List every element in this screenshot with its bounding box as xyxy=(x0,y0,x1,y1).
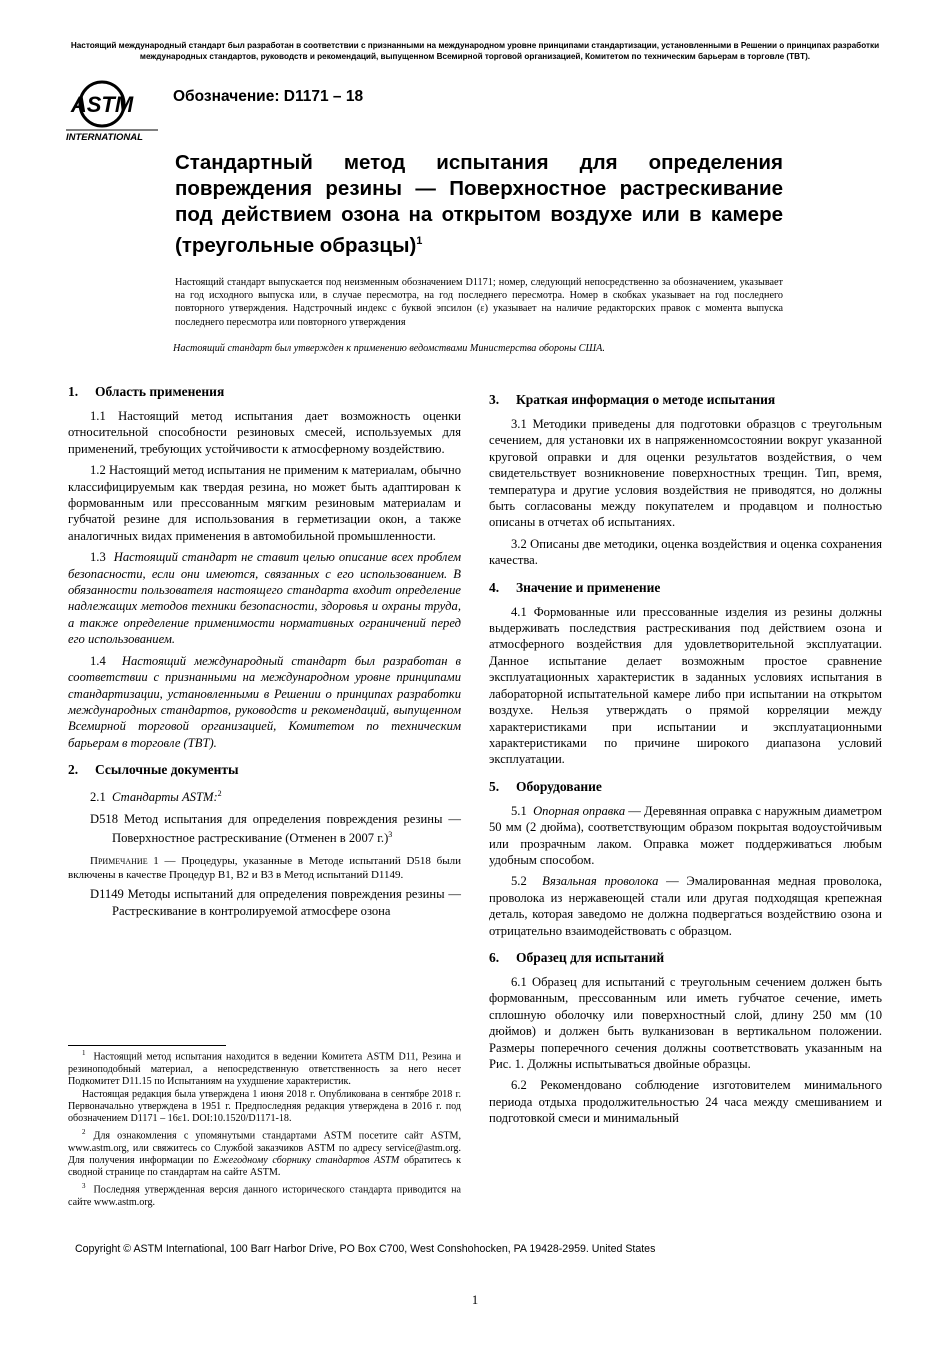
issue-note: Настоящий стандарт выпускается под неизменным обозначением D1171; номер, следующий непосредственно за обозначением, указывает на год исходного выпуска или, в случае пересмотра, на год последнего пересмотра. Номер в скобках указывает на год последнего повторного утверждения. Надстрочный индекс с буквой эпсилон (ε) указывает на наличие редакторских правок с момента выпуска последнего пересмотра или повторного утверждения xyxy=(175,277,783,328)
footnote-mark: 3 xyxy=(388,830,393,840)
logo-text: ASTM xyxy=(70,92,134,117)
paragraph-4-1: 4.1 Формованные или прессованные изделия из резины должны выдерживать последствия растрескивания под действием озона и атмосферного воздействия для удовлетворительной эксплуатации. Данное испытание делает возможным простое сравнение эксплуатационных характеристик в заданных условиях испытания в лабораторной испытательной камере либо при испытании на открытом воздухе. Нельзя утверждать о прямой корреляции между характеристиками при испытании и эксплуатационными характеристиками по причине широкого диапазона условий эксплуатации. xyxy=(489,604,882,767)
paragraph-number: 5.2 xyxy=(511,874,527,889)
paragraph-number: 1.3 xyxy=(90,550,106,565)
section-heading-2 xyxy=(68,761,461,778)
paragraph-1-1: 1.1 Настоящий метод испытания дает возможность оценки относительной способности резиновых смесей, используемых для применений, требующих устойчивости к атмосферному воздействию. xyxy=(68,409,461,456)
paragraph-number: 1.4 xyxy=(90,653,106,668)
left-column xyxy=(68,383,461,924)
paragraph-6-1: 6.1 Образец для испытаний с треугольным сечением должен быть формованным, прессованным или иметь губчатое сечение, иметь сплошную оболочку или поверхностный слой, длину 250 мм (10 дюймов) и должен быть вулканизован в вертикальном положении. Размеры поперечного сечения должны соответствовать указанным на Рис. 1. Должны испытываться двойные образцы. xyxy=(489,974,882,1071)
paragraph-text: Стандарты ASTM: xyxy=(112,790,218,805)
footnote-1 xyxy=(68,1047,461,1089)
logo-subtext: INTERNATIONAL xyxy=(66,132,143,142)
section-title: Ссылочные документы xyxy=(95,762,239,778)
footnote-mark: 1 xyxy=(82,1049,86,1057)
section-title: Значение и применение xyxy=(516,579,661,595)
footnote-1b: Настоящая редакция была утверждена 1 июня 2018 г. Опубликована в сентябре 2018 г. Первоначально утверждена в 1951 г. Предпоследняя редакция утверждена в 2016 г. под обозначением D1171 – 16ε1. DOI:10.1520/D1171-18. xyxy=(68,1088,461,1125)
paragraph-text: Настоящий международный стандарт был разработан в соответствии с признанными на международном уровне принципами стандартизации, установленными в Решении о принципах разработки международных стандартов, руководств и рекомендаций, выпущенном Всемирной торговой организацией, Комитетом по техническим барьерам в торговле (TBT). xyxy=(68,653,461,750)
paragraph-number: 2.1 xyxy=(90,790,106,805)
page-number: 1 xyxy=(471,1293,479,1307)
section-number: 2. xyxy=(68,762,79,778)
section-title: Оборудование xyxy=(516,778,602,794)
section-title: Область применения xyxy=(95,384,225,399)
section-number: 1. xyxy=(68,384,79,399)
section-title: Краткая информация о методе испытания xyxy=(516,392,776,407)
footnote-text: Последняя утвержденная версия данного исторического стандарта приводится на сайте www.astm.org. xyxy=(68,1184,461,1208)
term: Вязальная проволока xyxy=(542,874,659,889)
reference-d518 xyxy=(90,811,461,847)
paragraph-1-3 xyxy=(68,549,461,647)
paragraph-text: — Эмалированная медная проволока, проволока из нержавеющей стали или другая подходящая крепежная деталь, которая заведомо не должна подвергаться воздействию озона и отрицательно взаимодействовать с образцом. xyxy=(489,874,883,938)
footnote-mark: 2 xyxy=(217,789,222,799)
paragraph-5-2 xyxy=(489,873,882,939)
note-1 xyxy=(68,855,461,883)
reference-d1149: D1149 Методы испытаний для определения повреждения резины — Растрескивание в контролируемой атмосфере озона xyxy=(90,887,461,918)
term: Опорная оправка xyxy=(533,803,626,818)
paragraph-6-2: 6.2 Рекомендовано соблюдение изготовителем минимального периода отдыха продолжительностью 24 часа между смешиванием и подготовкой смеси и минимальный xyxy=(489,1078,882,1126)
paragraph-number: 5.1 xyxy=(511,803,527,818)
footnote-italic: Ежегодному сборнику стандартов ASTM xyxy=(213,1154,400,1166)
footnote-2 xyxy=(68,1126,461,1180)
note-text: — Процедуры, указанные в Методе испытаний D518 были включены в качестве Процедур B1, B2 и B3 в Метод испытаний D1149. xyxy=(68,854,462,881)
document-title xyxy=(175,150,783,259)
section-number: 3. xyxy=(489,392,500,407)
section-number: 4. xyxy=(489,579,500,595)
paragraph-3-1: 3.1 Методики приведены для подготовки образцов с треугольным сечением, для установки их в напряженномсостоянии вокруг указанной круговой оправки и для оценки результатов воздействия, о чем свидетельствует возникновение поверхностных трещин. Тип, время, температура и другие условия воздействия не приводятся, но должны быть согласованы между покупателем и продавцом и полностью описаны в отчетах об испытаниях. xyxy=(489,417,882,530)
approval-note: Настоящий стандарт был утвержден к применению ведомствами Министерства обороны США. xyxy=(173,343,605,354)
astm-logo xyxy=(64,80,160,142)
section-title: Образец для испытаний xyxy=(516,949,665,965)
section-heading-4 xyxy=(489,579,882,596)
title-text: Стандартный метод испытания для определения повреждения резины — Поверхностное растрескивание под действием озона на открытом воздухе или в камере (треугольные образцы) xyxy=(175,151,783,257)
paragraph-1-4 xyxy=(68,653,461,751)
section-heading-6 xyxy=(489,949,882,966)
note-label: Примечание 1 xyxy=(90,854,159,867)
paragraph-text: — Деревянная оправка с наружным диаметром 50 мм (2 дюйма), соответствующим образом покрытая водоустойчивым или прозрачным лаком. Оправка может поддерживаться любым удобным способом. xyxy=(489,803,883,867)
footnote-text: Настоящий метод испытания находится в ведении Комитета ASTM D11, Резина и резиноподобный материал, а непосредственную ответственность за него несет Подкомитет D11.15 по Испытаниям на ухудшение характеристик. xyxy=(68,1051,461,1088)
footnote-text: обратитесь к сводной странице по стандартам на сайте ASTM. xyxy=(68,1154,461,1179)
section-number: 6. xyxy=(489,949,500,965)
paragraph-1-2: 1.2 Настоящий метод испытания не применим к материалам, обычно классифицируемым как твердая резина, но может быть адаптирован к формованным или прессованным мягким резиновым материалам и губчатой резине для использования в герметизации окон, а также аналогичных видах применения в автомобильной промышленности. xyxy=(68,463,461,543)
section-number: 5. xyxy=(489,778,500,794)
footnote-rule xyxy=(68,1045,226,1046)
section-heading-5 xyxy=(489,778,882,795)
right-column xyxy=(489,391,882,1132)
footnote-text: Для ознакомления с упомянутыми стандартами ASTM посетите сайт ASTM, www.astm.org, или свяжитесь со Службой заказчиков ASTM по адресу service@astm.org. Для получения информации по xyxy=(68,1130,461,1166)
copyright: Copyright © ASTM International, 100 Barr Harbor Drive, PO Box C700, West Conshohocken, PA 19428-2959. United States xyxy=(75,1243,656,1255)
paragraph-2-1 xyxy=(68,786,461,806)
designation: Обозначение: D1171 – 18 xyxy=(173,88,364,105)
paragraph-5-1 xyxy=(489,803,882,869)
footnote-mark: 2 xyxy=(82,1127,86,1136)
reference-text: D518 Метод испытания для определения повреждения резины — Поверхностное растрескивание (Отменен в 2007 г.) xyxy=(90,811,461,846)
top-note: Настоящий международный стандарт был разработан в соответствии с признанными на международном уровне принципами стандартизации, установленными в Решении о принципах разработки международных стандартов, руководств и рекомендаций, выпущенном Всемирной торговой организацией, Комитетом по техническим барьерам в торговле (TBT). xyxy=(70,41,880,61)
paragraph-3-2: 3.2 Описаны две методики, оценка воздействия и оценка сохранения качества. xyxy=(489,536,882,568)
section-heading-3 xyxy=(489,391,882,408)
paragraph-text: Настоящий стандарт не ставит целью описание всех проблем безопасности, если они имеются, связанных с его использованием. В обязанности пользователя настоящего стандарта входит определение надлежащих методов техники безопасности, здоровья и охраны труда, а также определение применимости нормативных ограничений перед его использованием. xyxy=(68,550,462,647)
footnote-3 xyxy=(68,1180,461,1209)
footnote-mark: 3 xyxy=(82,1181,86,1190)
section-heading-1 xyxy=(68,383,461,400)
title-footnote-mark: 1 xyxy=(416,235,423,247)
footnotes xyxy=(68,1047,461,1209)
